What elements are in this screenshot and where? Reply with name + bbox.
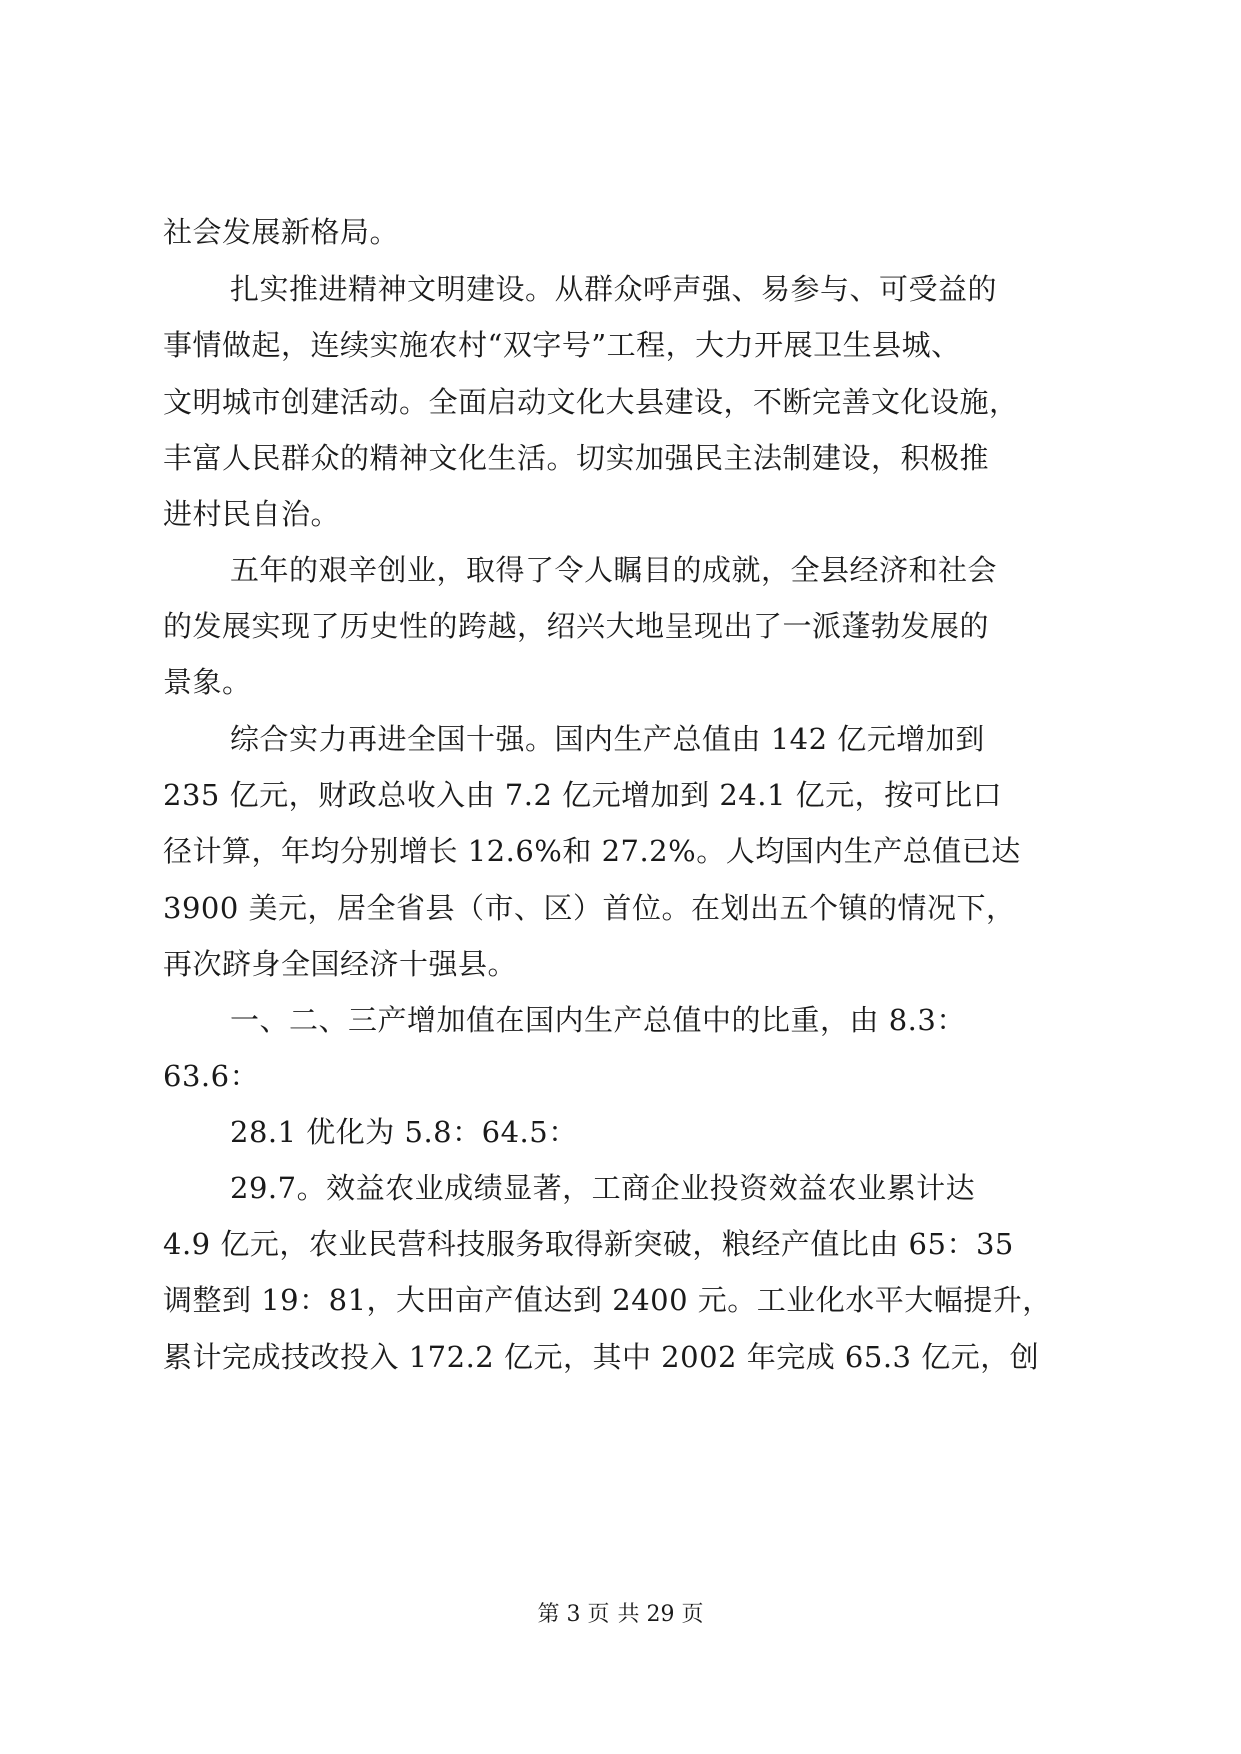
text-line: 4.9 亿元，农业民营科技服务取得新突破，粮经产值比由 65：35 (163, 1227, 1014, 1261)
text-line: 景象。 (163, 665, 252, 699)
text-line: 的发展实现了历史性的跨越，绍兴大地呈现出了一派蓬勃发展的 (163, 609, 990, 643)
text-line: 29.7。效益农业成绩显著，工商企业投资效益农业累计达 (230, 1171, 976, 1205)
text-line: 丰富人民群众的精神文化生活。切实加强民主法制建设，积极推 (163, 441, 990, 475)
page-total: 共 29 页 (617, 1602, 704, 1627)
text-line: 再次跻身全国经济十强县。 (163, 947, 518, 981)
text-line: 235 亿元，财政总收入由 7.2 亿元增加到 24.1 亿元，按可比口 (163, 778, 1003, 812)
text-line: 一、二、三产增加值在国内生产总值中的比重，由 8.3： (230, 1003, 966, 1037)
text-line: 63.6： (163, 1059, 260, 1093)
text-line: 综合实力再进全国十强。国内生产总值由 142 亿元增加到 (230, 722, 985, 756)
text-line: 28.1 优化为 5.8：64.5： (230, 1115, 578, 1149)
text-line: 文明城市创建活动。全面启动文化大县建设，不断完善文化设施， (163, 385, 1019, 419)
text-line: 扎实推进精神文明建设。从群众呼声强、易参与、可受益的 (230, 272, 998, 306)
page-footer (0, 1600, 1241, 1630)
text-line: 进村民自治。 (163, 497, 341, 531)
document-body (163, 0, 1083, 1754)
text-line: 3900 美元，居全省县（市、区）首位。在划出五个镇的情况下， (163, 891, 1016, 925)
text-line: 社会发展新格局。 (163, 215, 400, 249)
text-line: 径计算，年均分别增长 12.6%和 27.2%。人均国内生产总值已达 (163, 834, 1021, 868)
text-line: 累计完成技改投入 172.2 亿元，其中 2002 年完成 65.3 亿元，创 (163, 1340, 1040, 1374)
page-number: 第 3 页 (537, 1602, 610, 1627)
text-line: 五年的艰辛创业，取得了令人瞩目的成就，全县经济和社会 (230, 553, 998, 587)
text-line: 事情做起，连续实施农村“双字号”工程，大力开展卫生县城、 (163, 328, 961, 362)
text-line: 调整到 19：81，大田亩产值达到 2400 元。工业化水平大幅提升， (163, 1283, 1052, 1317)
